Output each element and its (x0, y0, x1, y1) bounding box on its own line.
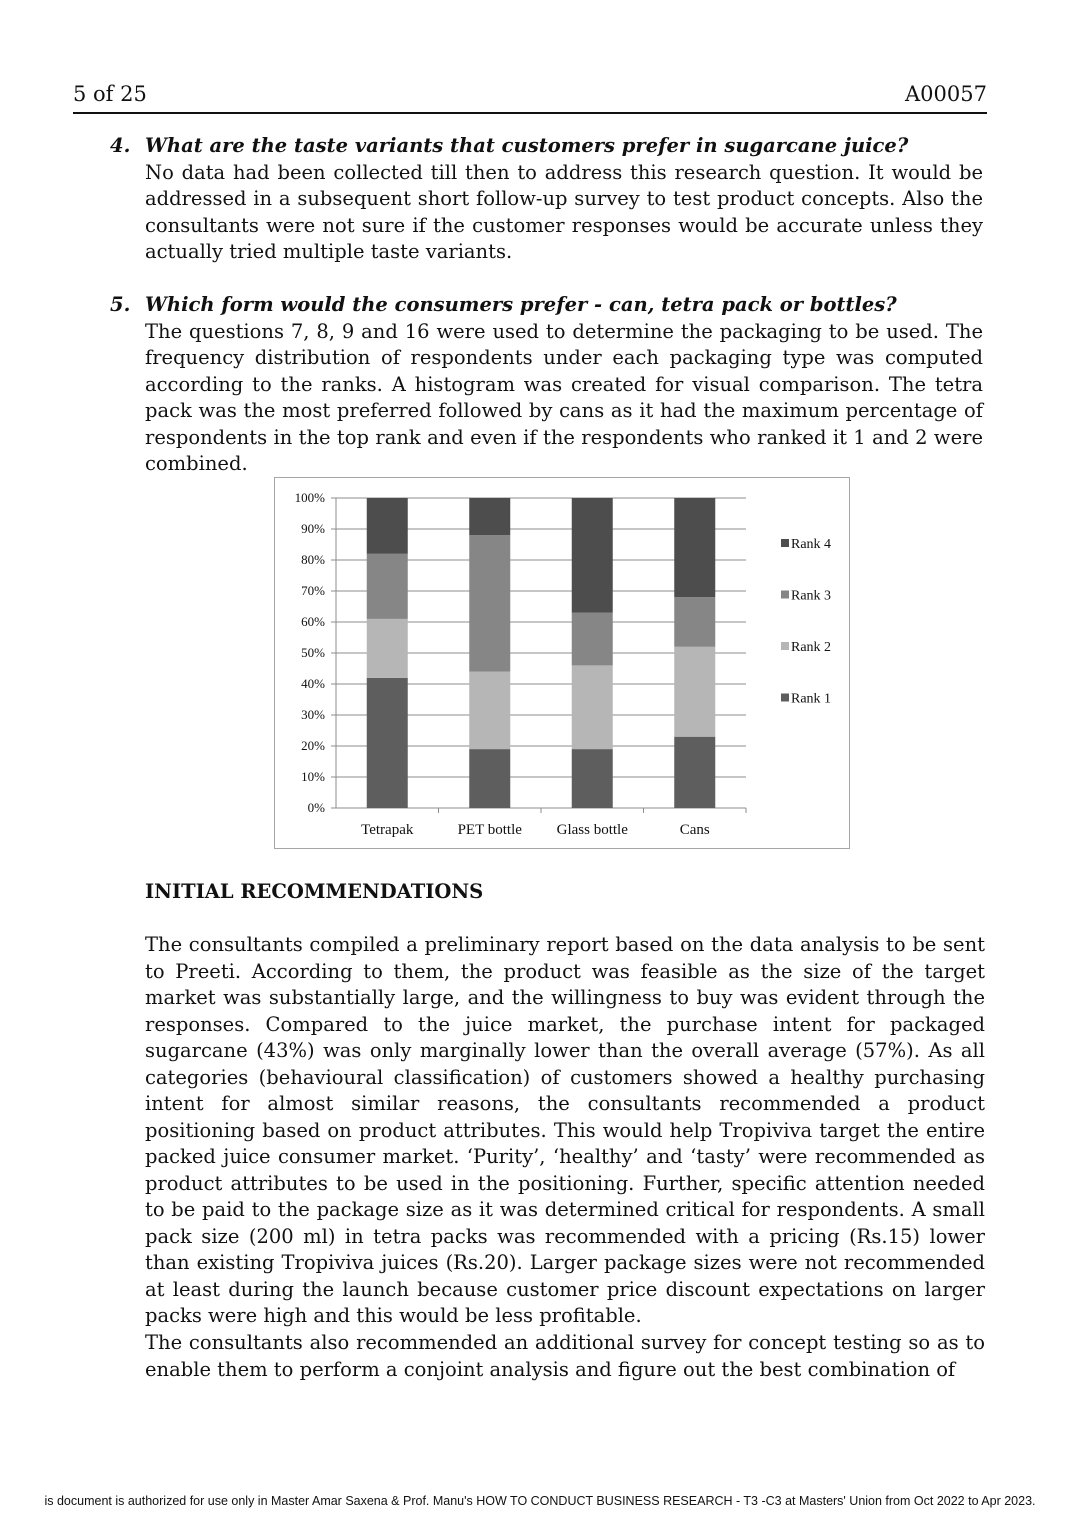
question-number: 5. (110, 293, 131, 316)
chart-canvas (275, 478, 851, 850)
y-tick-label: 20% (301, 738, 325, 753)
y-tick-label: 30% (301, 707, 325, 722)
y-tick-label: 80% (301, 552, 325, 567)
y-tick-label: 100% (294, 490, 325, 505)
page-number: 5 of 25 (73, 82, 147, 106)
license-footer: is document is authorized for use only in Master Amar Saxena & Prof. Manu's HOW TO CONDUCT BUSINESS RESEARCH - T3 -C3 at Masters' Union from Oct 2022 to Apr 2023. (44, 1494, 1036, 1508)
bar-segment (674, 647, 715, 737)
bar-segment (572, 665, 613, 749)
x-tick-label: Cans (679, 822, 710, 838)
question-number: 4. (110, 134, 131, 157)
bar-segment (367, 498, 408, 554)
y-tick-label: 40% (301, 676, 325, 691)
bar-segment (367, 678, 408, 808)
x-tick-label: Tetrapak (361, 822, 414, 838)
paragraph: The consultants also recommended an additional survey for concept testing so as to enable them to perform a conjoint analysis and figure out the best combination of (145, 1331, 985, 1381)
bar-segment (367, 619, 408, 678)
bar-segment (674, 498, 715, 597)
legend-label: Rank 2 (791, 640, 832, 655)
question-title: What are the taste variants that customers prefer in sugarcane juice? (145, 134, 909, 157)
legend-swatch (781, 539, 789, 547)
bar-segment (469, 672, 510, 750)
y-tick-label: 70% (301, 583, 325, 598)
legend-swatch (781, 642, 789, 650)
legend-swatch (781, 591, 789, 599)
bar-segment (367, 554, 408, 619)
document-id: A00057 (905, 82, 987, 106)
bar-segment (572, 498, 613, 613)
question-title: Which form would the consumers prefer - can, tetra pack or bottles? (145, 293, 897, 316)
question-body: The questions 7, 8, 9 and 16 were used to determine the packaging to be used. The frequency distribution of respondents under each packaging type was computed according to the ranks. A histogram was created for visual comparison. The tetra pack was the most preferred followed by cans as it had the maximum percentage of respondents in the top rank and even if the respondents who ranked it 1 and 2 were combined. (145, 319, 983, 475)
bar-segment (469, 498, 510, 535)
y-tick-label: 10% (301, 769, 325, 784)
paragraph: The consultants compiled a preliminary report based on the data analysis to be sent to Preeti. According to them, the product was feasible as the size of the target market was substantially large, and the willingness to buy was evident through the responses. Compared to the juice market, the purchase intent for packaged sugarcane (43%) was only marginally lower than the overall average (57%). As all categories (behavioural classification) of customers showed a healthy purchasing intent for almost similar reasons, the consultants recommended a product positioning based on product attributes. This would help Tropiviva target the entire packed juice consumer market. ‘Purity’, ‘healthy’ and ‘tasty’ were recommended as product attributes to be used in the positioning. Further, specific attention needed to be paid to the package size as it was determined critical for respondents. A small pack size (200 ml) in tetra packs was recommended with a pricing (Rs.15) lower than existing Tropiviva juices (Rs.20). Larger package sizes were not recommended at least during the launch because customer price discount expectations on larger packs were high and this would be less profitable. (145, 933, 985, 1327)
section-heading: INITIAL RECOMMENDATIONS (145, 880, 484, 903)
y-tick-label: 60% (301, 614, 325, 629)
y-tick-label: 0% (307, 800, 325, 815)
x-tick-label: Glass bottle (556, 822, 628, 838)
packaging-rank-chart (274, 477, 850, 849)
bar-segment (674, 597, 715, 647)
bar-segment (674, 737, 715, 808)
x-tick-label: PET bottle (457, 822, 522, 838)
legend-label: Rank 4 (791, 537, 832, 552)
legend-label: Rank 1 (791, 691, 832, 707)
bar-segment (469, 749, 510, 808)
y-tick-label: 90% (301, 521, 325, 536)
question-body: No data had been collected till then to address this research question. It would be addressed in a subsequent short follow-up survey to test product concepts. Also the consultants were not sure if the customer responses would be accurate unless they actually tried multiple taste variants. (145, 160, 983, 263)
y-tick-label: 50% (301, 645, 325, 660)
legend-swatch (781, 694, 789, 702)
page-header (73, 80, 987, 114)
bar-segment (572, 613, 613, 666)
bar-segment (572, 749, 613, 808)
bar-segment (469, 535, 510, 671)
legend-label: Rank 3 (791, 588, 832, 604)
